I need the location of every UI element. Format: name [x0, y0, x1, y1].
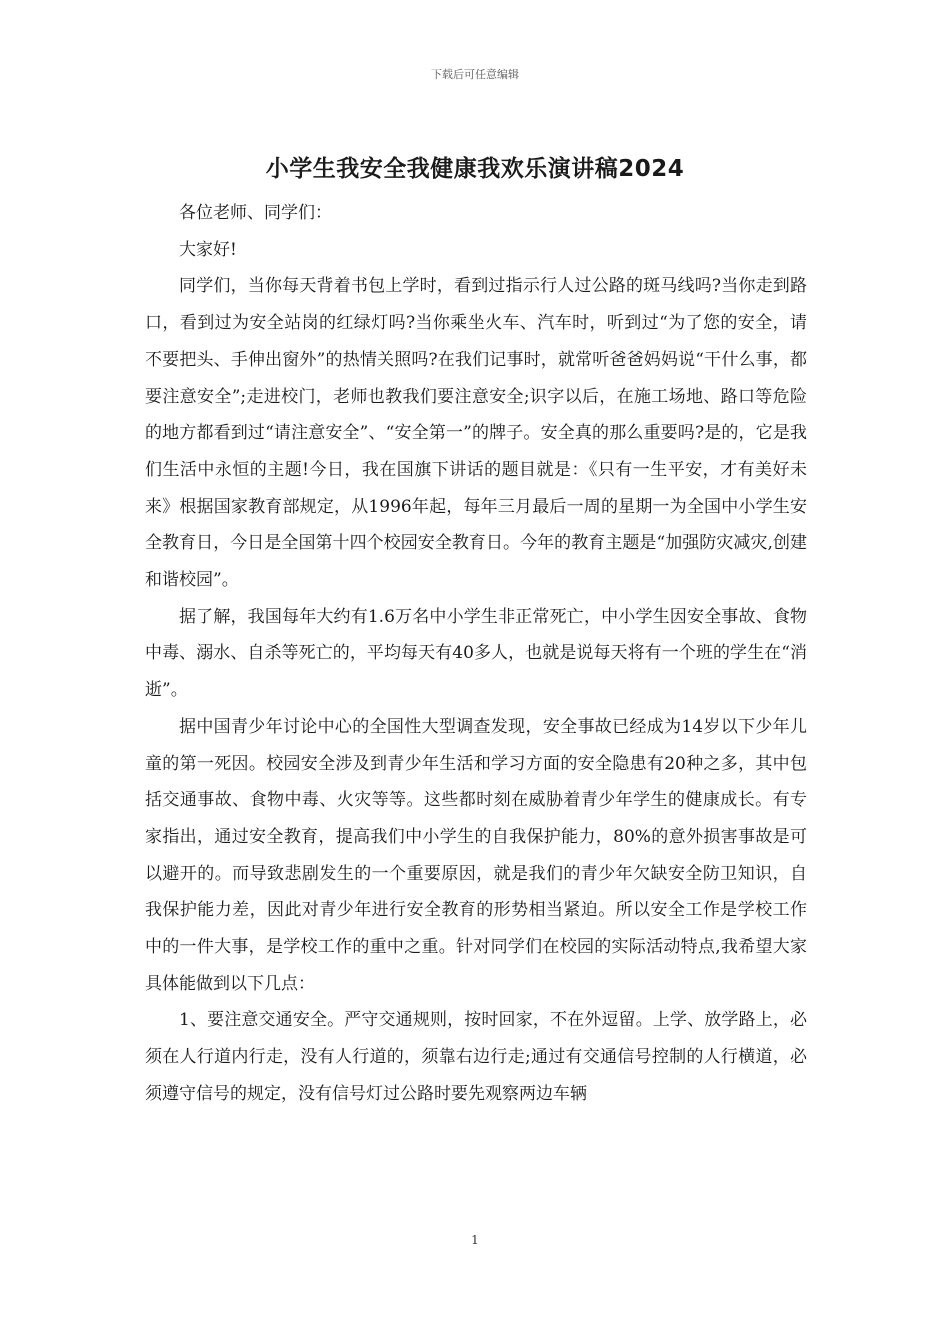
salutation-paragraph: 各位老师、同学们：	[179, 203, 332, 223]
page-number: 1	[471, 1233, 479, 1247]
body-paragraph: 1、要注意交通安全。严守交通规则，按时回家，不在外逗留。上学、放学路上，必须在人行道内行走，没有人行道的，须靠右边行走;通过有交通信号控制的人行横道，必须遵守信号的规定，没有信号灯过公路时要先观察两边车辆	[145, 1010, 807, 1104]
greeting-paragraph: 大家好!	[179, 239, 237, 260]
document-body	[145, 195, 807, 1113]
body-paragraph: 据中国青少年讨论中心的全国性大型调查发现，安全事故已经成为14岁以下少年儿童的第一死因。校园安全涉及到青少年生活和学习方面的安全隐患有20种之多，其中包括交通事故、食物中毒、火灾等等。这些都时刻在威胁着青少年学生的健康成长。有专家指出，通过安全教育，提高我们中小学生的自我保护能力，80%的意外损害事故是可以避开的。而导致悲剧发生的一个重要原因，就是我们的青少年欠缺安全防卫知识，自我保护能力差，因此对青少年进行安全教育的形势相当紧迫。所以安全工作是学校工作中的一件大事，是学校工作的重中之重。针对同学们在校园的实际活动特点,我希望大家具体能做到以下几点：	[145, 716, 807, 994]
body-paragraph: 同学们，当你每天背着书包上学时，看到过指示行人过公路的斑马线吗?当你走到路口，看到过为安全站岗的红绿灯吗?当你乘坐火车、汽车时，听到过“为了您的安全，请不要把头、手伸出窗外”的热情关照吗?在我们记事时，就常听爸爸妈妈说“干什么事，都要注意安全”;走进校门，老师也教我们要注意安全;识字以后，在施工场地、路口等危险的地方都看到过“请注意安全”、“安全第一”的牌子。安全真的那么重要吗?是的，它是我们生活中永恒的主题!今日，我在国旗下讲话的题目就是：《只有一生平安，才有美好未来》根据国家教育部规定，从1996年起，每年三月最后一周的星期一为全国中小学生安全教育日，今日是全国第十四个校园安全教育日。今年的教育主题是“加强防灾减灾,创建和谐校园”。	[145, 276, 807, 591]
page-header-note: 下载后可任意编辑	[431, 68, 519, 81]
document-title: 小学生我安全我健康我欢乐演讲稿2024	[265, 156, 685, 182]
body-paragraph: 据了解，我国每年大约有1.6万名中小学生非正常死亡，中小学生因安全事故、食物中毒、溺水、自杀等死亡的，平均每天有40多人，也就是说每天将有一个班的学生在“消逝”。	[145, 606, 807, 701]
